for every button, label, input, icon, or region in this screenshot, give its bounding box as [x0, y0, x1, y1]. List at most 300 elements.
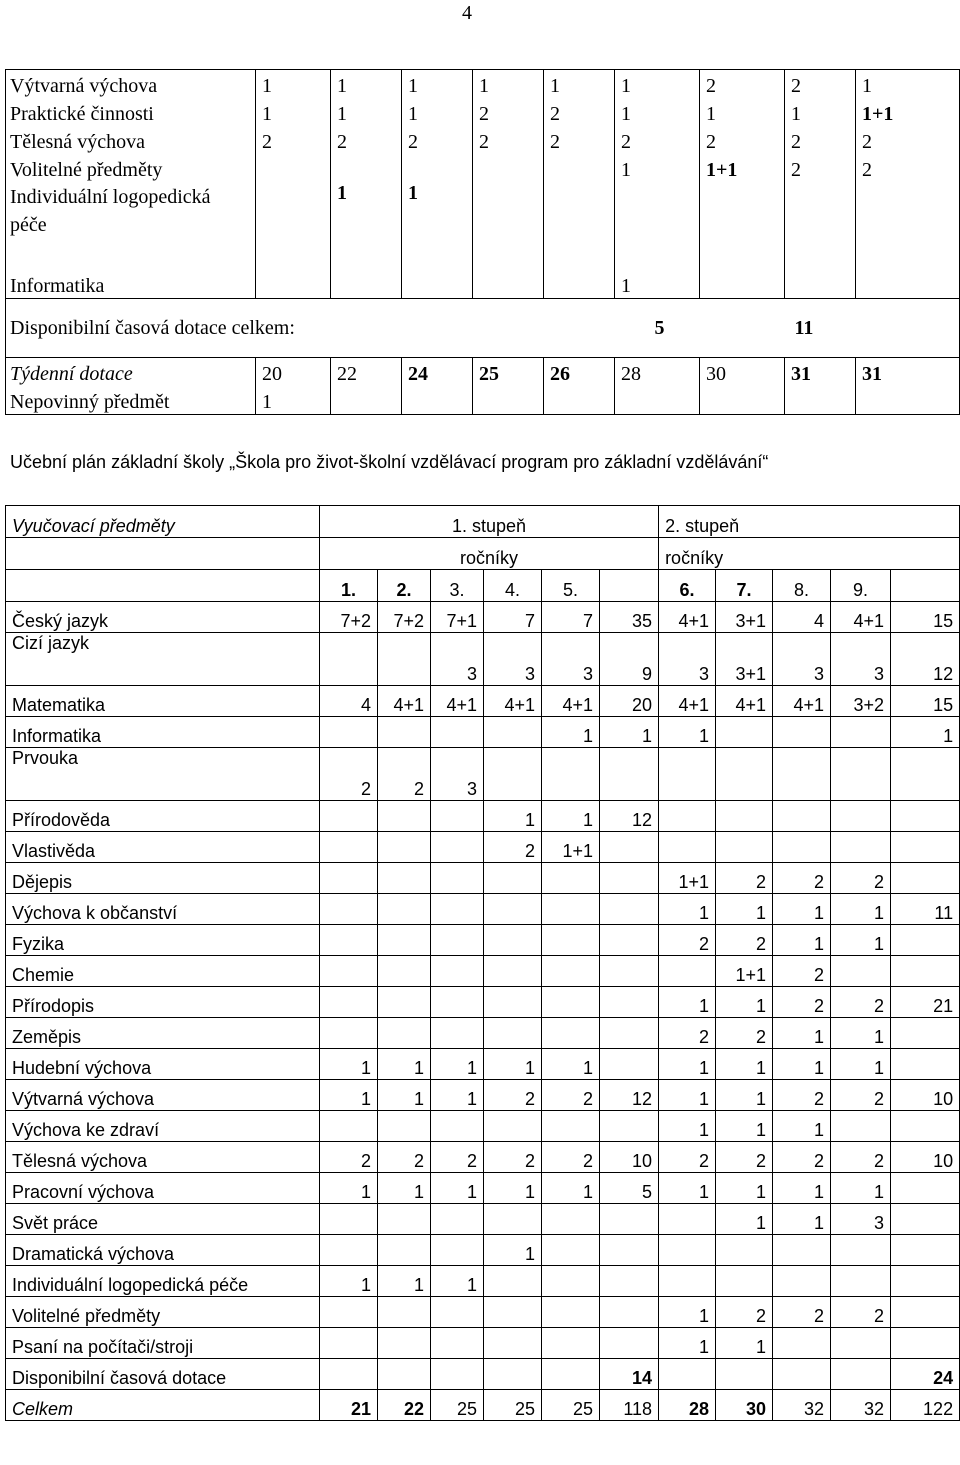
grade-column-header: 4. [484, 570, 542, 602]
upper-cell: 31 [785, 358, 856, 387]
hours-cell: 1 [659, 987, 716, 1018]
hours-cell: 2 [831, 987, 891, 1018]
hours-cell: 7+2 [378, 602, 431, 633]
hours-cell [320, 925, 378, 956]
hours-cell: 1 [542, 1173, 600, 1204]
hours-cell: 118 [600, 1390, 659, 1421]
hours-cell: 20 [600, 686, 659, 717]
hours-cell [378, 633, 431, 686]
hours-cell [320, 801, 378, 832]
upper-row-name: Volitelné předměty [6, 154, 256, 182]
upper-cell: 2 [700, 126, 785, 154]
hours-cell: 2 [659, 925, 716, 956]
upper-cell: 22 [331, 358, 402, 387]
hours-cell [378, 717, 431, 748]
hours-cell: 2 [431, 1142, 484, 1173]
hours-cell [484, 1018, 542, 1049]
subject-row [6, 987, 960, 1018]
hours-cell [659, 1359, 716, 1390]
hours-cell: 12 [600, 1080, 659, 1111]
hours-cell: 32 [773, 1390, 831, 1421]
upper-row-name: Tělesná výchova [6, 126, 256, 154]
hours-cell [484, 1111, 542, 1142]
hours-cell: 4+1 [542, 686, 600, 717]
hours-cell: 2 [484, 1142, 542, 1173]
hours-cell [831, 717, 891, 748]
grade-column-header [891, 570, 960, 602]
hours-cell [378, 832, 431, 863]
upper-cell: 31 [856, 358, 960, 387]
hours-cell [891, 748, 960, 801]
upper-cell: 2 [856, 154, 960, 182]
hours-cell [542, 863, 600, 894]
subject-row [6, 1235, 960, 1266]
hours-cell [320, 717, 378, 748]
hours-cell [320, 1111, 378, 1142]
hours-cell [891, 1111, 960, 1142]
hours-cell: 12 [600, 801, 659, 832]
upper-cell [331, 154, 402, 182]
subject-name: Cizí jazyk [6, 633, 320, 686]
hours-cell: 28 [659, 1390, 716, 1421]
hours-cell: 10 [891, 1080, 960, 1111]
hours-cell: 2 [542, 1080, 600, 1111]
hours-cell [378, 863, 431, 894]
hours-cell [773, 801, 831, 832]
hours-cell [659, 1235, 716, 1266]
subject-name: Individuální logopedická péče [6, 1266, 320, 1297]
upper-cell: 2 [700, 70, 785, 99]
hours-cell: 1 [659, 1328, 716, 1359]
hours-cell [542, 987, 600, 1018]
upper-cell [785, 386, 856, 415]
hours-cell [891, 863, 960, 894]
upper-cell: 1 [785, 98, 856, 126]
grades1-header: ročníky [320, 538, 659, 570]
hours-cell [542, 1204, 600, 1235]
hours-cell: 7 [542, 602, 600, 633]
hours-cell [773, 832, 831, 863]
subject-name: Hudební výchova [6, 1049, 320, 1080]
hours-cell [378, 1111, 431, 1142]
first-stage-total: 5 [473, 299, 785, 358]
hours-cell [831, 956, 891, 987]
hours-cell [320, 1235, 378, 1266]
hours-cell: 1 [659, 894, 716, 925]
hours-cell [542, 1018, 600, 1049]
hours-cell [484, 1297, 542, 1328]
hours-cell: 122 [891, 1390, 960, 1421]
hours-cell [431, 1204, 484, 1235]
hours-cell [484, 956, 542, 987]
subjects-header: Vyučovací předměty [6, 506, 320, 538]
subject-name: Dějepis [6, 863, 320, 894]
upper-cell: 1 [402, 182, 473, 240]
hours-cell [542, 1266, 600, 1297]
hours-cell [320, 1297, 378, 1328]
hours-cell [431, 717, 484, 748]
hours-cell: 1 [891, 717, 960, 748]
upper-row [6, 299, 960, 358]
upper-cell: 1 [256, 98, 331, 126]
upper-row [6, 98, 960, 126]
hours-cell [659, 748, 716, 801]
upper-cell: 1 [331, 98, 402, 126]
hours-cell [773, 1359, 831, 1390]
hours-cell: 4+1 [659, 602, 716, 633]
hours-cell: 4 [320, 686, 378, 717]
grade-column-header: 2. [378, 570, 431, 602]
grade-column-header: 1. [320, 570, 378, 602]
hours-cell [484, 1266, 542, 1297]
grades2-header: ročníky [659, 538, 960, 570]
hours-cell [716, 801, 773, 832]
hours-cell: 3 [831, 1204, 891, 1235]
upper-cell: 2 [785, 154, 856, 182]
upper-row [6, 358, 960, 387]
subject-name: Přírodověda [6, 801, 320, 832]
upper-cell [473, 154, 544, 182]
hours-cell [484, 748, 542, 801]
subject-name: Pracovní výchova [6, 1173, 320, 1204]
upper-row-name: Individuální logopedická péče [6, 182, 256, 240]
hours-cell [320, 956, 378, 987]
subject-name: Fyzika [6, 925, 320, 956]
hours-cell [600, 1235, 659, 1266]
upper-row [6, 386, 960, 415]
hours-cell: 3 [431, 748, 484, 801]
hours-cell: 1 [431, 1266, 484, 1297]
hours-cell [891, 1235, 960, 1266]
hours-cell: 25 [484, 1390, 542, 1421]
hours-cell: 1 [773, 1204, 831, 1235]
subject-row [6, 925, 960, 956]
stage2-header: 2. stupeň [659, 506, 960, 538]
hours-cell [378, 894, 431, 925]
hours-cell: 32 [831, 1390, 891, 1421]
hours-cell: 21 [891, 987, 960, 1018]
upper-cell: 1 [256, 70, 331, 99]
subject-row [6, 863, 960, 894]
hours-cell: 30 [716, 1390, 773, 1421]
stage1-header: 1. stupeň [320, 506, 659, 538]
hours-cell: 2 [716, 925, 773, 956]
upper-cell [473, 182, 544, 240]
hours-cell: 1 [716, 1080, 773, 1111]
hours-cell: 1 [831, 894, 891, 925]
subject-row [6, 633, 960, 686]
hours-cell [542, 894, 600, 925]
upper-cell [473, 240, 544, 299]
upper-cell [615, 386, 700, 415]
hours-cell: 1 [484, 1049, 542, 1080]
hours-cell [378, 925, 431, 956]
hours-cell [378, 801, 431, 832]
hours-cell [891, 1049, 960, 1080]
hours-cell [431, 894, 484, 925]
upper-cell: 2 [785, 126, 856, 154]
hours-cell: 35 [600, 602, 659, 633]
subject-row [6, 1173, 960, 1204]
hours-cell: 3 [659, 633, 716, 686]
hours-cell: 10 [891, 1142, 960, 1173]
hours-cell: 2 [773, 863, 831, 894]
hours-cell: 1+1 [659, 863, 716, 894]
hours-cell: 2 [773, 1080, 831, 1111]
hours-cell: 1 [320, 1080, 378, 1111]
hours-cell [431, 801, 484, 832]
hours-cell: 3 [431, 633, 484, 686]
hours-cell: 4+1 [484, 686, 542, 717]
upper-cell [256, 240, 331, 299]
hours-cell [600, 987, 659, 1018]
hours-cell: 2 [831, 1080, 891, 1111]
hours-cell: 1 [716, 1111, 773, 1142]
hours-cell: 1 [320, 1173, 378, 1204]
upper-row-name: Výtvarná výchova [6, 70, 256, 99]
hours-cell [891, 925, 960, 956]
subject-name: Český jazyk [6, 602, 320, 633]
hours-cell: 1 [320, 1266, 378, 1297]
hours-cell: 7+1 [431, 602, 484, 633]
subject-name: Výchova ke zdraví [6, 1111, 320, 1142]
upper-cell: 2 [785, 70, 856, 99]
hours-cell: 15 [891, 602, 960, 633]
hours-cell: 1 [542, 801, 600, 832]
subject-name: Celkem [6, 1390, 320, 1421]
hours-cell [600, 1297, 659, 1328]
upper-cell [544, 240, 615, 299]
hours-cell [378, 956, 431, 987]
hours-cell: 25 [431, 1390, 484, 1421]
hours-cell [320, 1359, 378, 1390]
hours-cell [431, 987, 484, 1018]
subject-name: Volitelné předměty [6, 1297, 320, 1328]
hours-cell: 7+2 [320, 602, 378, 633]
subject-row [6, 602, 960, 633]
hours-cell: 1 [378, 1049, 431, 1080]
hours-cell [773, 1328, 831, 1359]
upper-cell: 30 [700, 358, 785, 387]
hours-cell [320, 863, 378, 894]
hours-cell: 2 [320, 1142, 378, 1173]
hours-cell: 1 [378, 1173, 431, 1204]
hours-cell [431, 1235, 484, 1266]
hours-cell: 11 [891, 894, 960, 925]
upper-cell [331, 386, 402, 415]
upper-cell [785, 240, 856, 299]
subject-name: Matematika [6, 686, 320, 717]
hours-cell: 1 [773, 1018, 831, 1049]
hours-cell [542, 1328, 600, 1359]
hours-cell [600, 1049, 659, 1080]
hours-cell [600, 956, 659, 987]
subject-row [6, 1018, 960, 1049]
upper-cell [700, 386, 785, 415]
hours-cell: 2 [716, 1018, 773, 1049]
hours-cell: 1 [773, 894, 831, 925]
subject-row [6, 1328, 960, 1359]
hours-cell [831, 832, 891, 863]
hours-cell [831, 1111, 891, 1142]
hours-cell [484, 894, 542, 925]
hours-cell: 1 [659, 1173, 716, 1204]
hours-cell: 1 [716, 1204, 773, 1235]
subject-name: Dramatická výchova [6, 1235, 320, 1266]
hours-cell: 2 [831, 1142, 891, 1173]
upper-cell [256, 182, 331, 240]
hours-cell: 4+1 [431, 686, 484, 717]
hours-cell: 1+1 [542, 832, 600, 863]
upper-row [6, 70, 960, 99]
hours-cell: 5 [600, 1173, 659, 1204]
hours-cell [542, 925, 600, 956]
upper-cell [402, 386, 473, 415]
hours-cell [542, 956, 600, 987]
hours-cell: 1 [484, 1173, 542, 1204]
hours-cell: 1 [659, 1111, 716, 1142]
upper-cell: 20 [256, 358, 331, 387]
upper-cell: 1 [402, 70, 473, 99]
hours-cell [891, 801, 960, 832]
hours-cell [716, 717, 773, 748]
subject-name: Chemie [6, 956, 320, 987]
subject-name: Vlastivěda [6, 832, 320, 863]
hours-cell: 1 [716, 894, 773, 925]
hours-cell: 1 [831, 1018, 891, 1049]
hours-cell [542, 1359, 600, 1390]
upper-cell: 2 [544, 98, 615, 126]
hours-cell [831, 801, 891, 832]
subject-row [6, 1266, 960, 1297]
grade-column-header: 8. [773, 570, 831, 602]
hours-cell [542, 1111, 600, 1142]
hours-cell [431, 832, 484, 863]
hours-cell [378, 1359, 431, 1390]
hours-cell [600, 1111, 659, 1142]
hours-cell [716, 832, 773, 863]
hours-cell [891, 1173, 960, 1204]
hours-cell [320, 633, 378, 686]
hours-cell: 3+2 [831, 686, 891, 717]
upper-cell: 1 [331, 70, 402, 99]
subject-row [6, 956, 960, 987]
upper-cell: 2 [856, 126, 960, 154]
hours-cell [891, 1297, 960, 1328]
upper-cell: 25 [473, 358, 544, 387]
hours-cell: 2 [773, 956, 831, 987]
subject-name: Disponibilní časová dotace [6, 1359, 320, 1390]
subject-row [6, 1111, 960, 1142]
hours-cell [891, 832, 960, 863]
hours-cell [773, 1235, 831, 1266]
upper-cell: 26 [544, 358, 615, 387]
upper-cell: 1 [700, 98, 785, 126]
hours-cell: 1 [600, 717, 659, 748]
grade-column-header: 3. [431, 570, 484, 602]
hours-cell: 2 [773, 987, 831, 1018]
hours-cell: 4+1 [378, 686, 431, 717]
grade-column-header [600, 570, 659, 602]
hours-cell: 10 [600, 1142, 659, 1173]
hours-cell: 3 [773, 633, 831, 686]
hours-cell [831, 1328, 891, 1359]
hours-cell [484, 1204, 542, 1235]
hours-cell [431, 956, 484, 987]
subject-row [6, 748, 960, 801]
hours-cell [891, 1266, 960, 1297]
hours-cell [320, 987, 378, 1018]
upper-cell: 1 [544, 70, 615, 99]
hours-cell: 2 [542, 1142, 600, 1173]
upper-cell [402, 154, 473, 182]
hours-cell: 2 [320, 748, 378, 801]
subject-name: Informatika [6, 717, 320, 748]
hours-cell: 2 [773, 1297, 831, 1328]
subject-row [6, 1080, 960, 1111]
hours-cell: 1 [716, 1173, 773, 1204]
second-stage-total: 11 [785, 299, 960, 358]
header-row-grades [6, 538, 960, 570]
hours-cell: 3 [484, 633, 542, 686]
hours-cell [431, 925, 484, 956]
upper-cell [256, 154, 331, 182]
hours-cell: 1 [484, 1235, 542, 1266]
hours-cell: 2 [484, 1080, 542, 1111]
upper-cell [331, 240, 402, 299]
hours-cell: 2 [831, 1297, 891, 1328]
upper-cell: 2 [473, 126, 544, 154]
hours-cell [831, 1266, 891, 1297]
upper-curriculum-table [5, 69, 960, 415]
upper-cell [544, 182, 615, 240]
hours-cell [891, 1328, 960, 1359]
hours-cell [831, 1235, 891, 1266]
hours-cell [431, 1018, 484, 1049]
subject-name: Přírodopis [6, 987, 320, 1018]
upper-cell: 1 [856, 70, 960, 99]
hours-cell: 1 [773, 1111, 831, 1142]
hours-cell: 1 [320, 1049, 378, 1080]
hours-cell: 1 [659, 1297, 716, 1328]
hours-cell [600, 1018, 659, 1049]
hours-cell [378, 1297, 431, 1328]
upper-cell: 28 [615, 358, 700, 387]
subject-row [6, 1297, 960, 1328]
hours-cell: 1 [542, 1049, 600, 1080]
hours-cell [600, 748, 659, 801]
hours-cell [431, 863, 484, 894]
hours-cell [320, 1328, 378, 1359]
hours-cell [773, 717, 831, 748]
hours-cell [378, 1204, 431, 1235]
subject-row [6, 832, 960, 863]
hours-cell: 1+1 [716, 956, 773, 987]
hours-cell: 1 [431, 1173, 484, 1204]
hours-cell: 2 [659, 1142, 716, 1173]
hours-cell: 1 [831, 1049, 891, 1080]
upper-cell [402, 240, 473, 299]
hours-cell: 21 [320, 1390, 378, 1421]
subject-name: Výtvarná výchova [6, 1080, 320, 1111]
hours-cell: 1 [431, 1049, 484, 1080]
upper-cell [700, 240, 785, 299]
subject-name: Výchova k občanství [6, 894, 320, 925]
hours-cell [542, 1297, 600, 1328]
hours-cell [600, 925, 659, 956]
hours-cell [716, 1235, 773, 1266]
hours-cell [600, 1266, 659, 1297]
